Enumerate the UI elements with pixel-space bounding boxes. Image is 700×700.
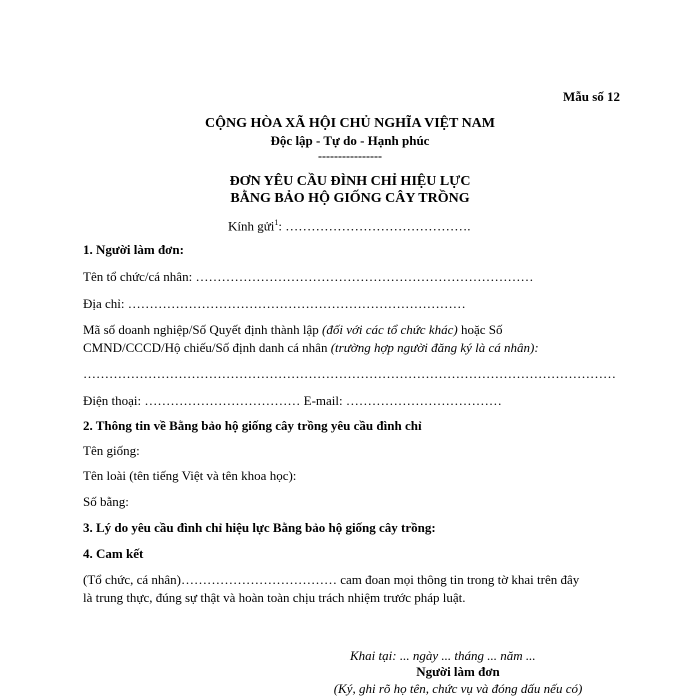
document-title-line1: ĐƠN YÊU CẦU ĐÌNH CHỈ HIỆU LỰC <box>229 174 471 189</box>
recipient-line <box>228 218 471 234</box>
id-line-2-text: CMND/CCCD/Hộ chiếu/Số định danh cá nhân <box>83 340 331 355</box>
commitment-line-1: (Tổ chức, cá nhân)……………………………… cam đoan mọi thông tin trong tờ khai trên đây <box>83 572 580 587</box>
national-motto: Độc lập - Tự do - Hạnh phúc <box>270 133 430 148</box>
recipient-label: Kính gửi <box>228 218 275 234</box>
org-name-field: Tên tổ chức/cá nhân: …………………………………………………………………… <box>83 269 534 284</box>
form-number: Mẫu số 12 <box>562 89 620 104</box>
signer-title: Người làm đơn <box>416 664 500 679</box>
section-commitment-heading: 4. Cam kết <box>83 546 144 561</box>
id-line-1-note: (đối với các tổ chức khác) <box>322 322 458 337</box>
signature-note: (Ký, ghi rõ họ tên, chức vụ và đóng dấu nếu có) <box>333 681 583 696</box>
place-date: Khai tại: ... ngày ... tháng ... năm ... <box>350 648 536 663</box>
id-line-1 <box>83 322 502 338</box>
id-line-2-note: (trường hợp người đăng ký là cá nhân): <box>330 340 539 355</box>
recipient-blank: : ……………………………………. <box>278 218 471 234</box>
document-title-line2: BẰNG BẢO HỘ GIỐNG CÂY TRỒNG <box>230 191 470 206</box>
id-line-1-end: hoặc Số <box>457 322 503 337</box>
id-line-2 <box>83 340 539 356</box>
id-blank-field: …………………………………………………………………………………………………………… <box>83 366 616 381</box>
id-line-1-text: Mã số doanh nghiệp/Số Quyết định thành lập <box>83 322 323 337</box>
certificate-number-field: Số bằng: <box>83 494 129 509</box>
national-title: CỘNG HÒA XÃ HỘI CHỦ NGHĨA VIỆT NAM <box>204 116 495 131</box>
recipient-footnote: 1 <box>274 218 279 227</box>
species-name-field: Tên loài (tên tiếng Việt và tên khoa học): <box>83 468 297 483</box>
address-field: Địa chỉ: …………………………………………………………………… <box>83 296 466 311</box>
section-certificate-heading: 2. Thông tin về Bằng bảo hộ giống cây trồng yêu cầu đình chỉ <box>83 418 422 433</box>
contact-field: Điện thoại: ……………………………… E-mail: ……………………………… <box>83 393 502 408</box>
section-reason-heading: 3. Lý do yêu cầu đình chỉ hiệu lực Bằng bảo hộ giống cây trồng: <box>83 520 436 535</box>
commitment-line-2: là trung thực, đúng sự thật và hoàn toàn chịu trách nhiệm trước pháp luật. <box>83 590 466 605</box>
variety-name-field: Tên giống: <box>83 443 140 458</box>
motto-divider: ---------------- <box>318 149 382 163</box>
section-applicant-heading: 1. Người làm đơn: <box>83 242 184 257</box>
